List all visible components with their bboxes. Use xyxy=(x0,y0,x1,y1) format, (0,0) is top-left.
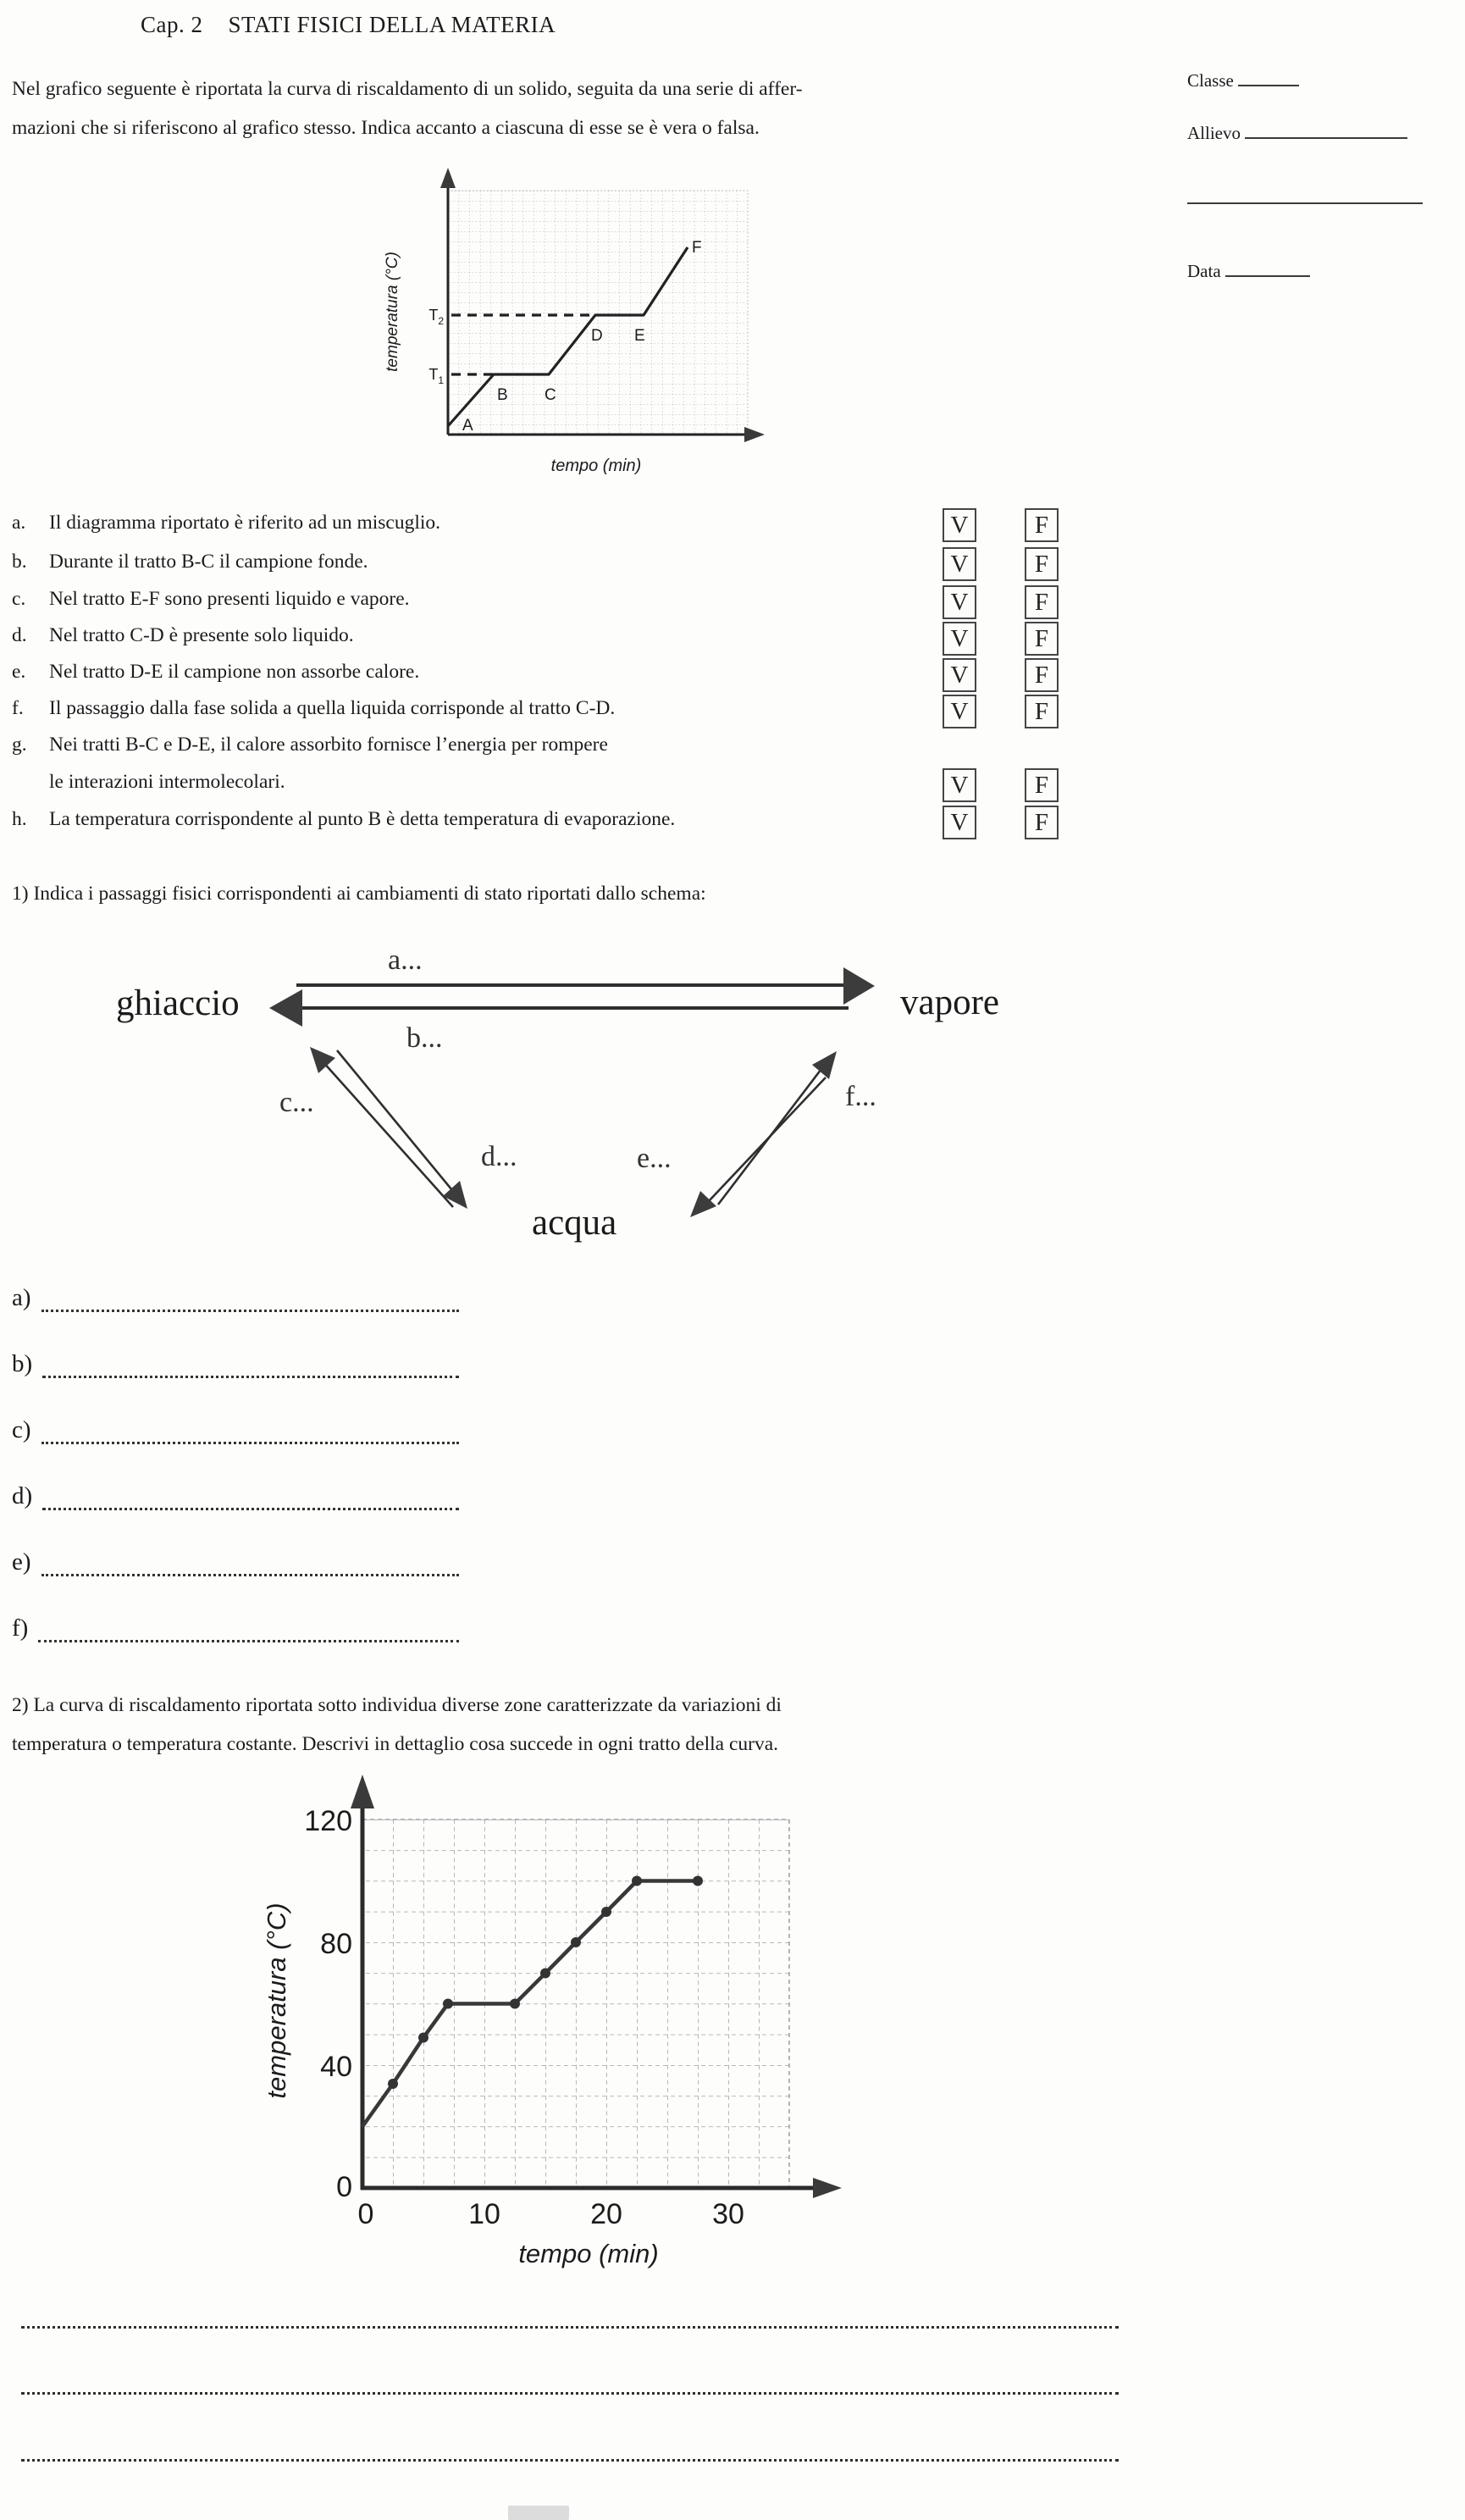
allievo-label: Allievo xyxy=(1187,123,1241,144)
answer-label-d: d) xyxy=(12,1482,33,1509)
statement-e-letter: e. xyxy=(12,661,26,683)
statement-h-text: La temperatura corrispondente al punto B è detta temperatura di evaporazione. xyxy=(49,808,676,830)
free-answer-line-2[interactable] xyxy=(21,2377,1119,2395)
checkbox-h-false[interactable]: F xyxy=(1025,806,1059,839)
answer-row-b xyxy=(12,1350,459,1378)
chart2-xtick-30: 30 xyxy=(712,2198,744,2230)
statement-f-text: Il passaggio dalla fase solida a quella liquida corrisponde al tratto C-D. xyxy=(49,697,616,719)
statement-a-letter: a. xyxy=(12,512,26,534)
chart2-point xyxy=(632,1876,642,1886)
checkbox-b-true[interactable]: V xyxy=(943,547,976,581)
chart1-point-a-label: A xyxy=(462,417,473,435)
chart1-point-c-label: C xyxy=(545,386,556,404)
statement-d-letter: d. xyxy=(12,624,27,646)
answer-label-e: e) xyxy=(12,1548,31,1576)
checkbox-b-false[interactable]: F xyxy=(1025,547,1059,581)
allievo-input-line-2[interactable] xyxy=(1187,188,1423,204)
statement-b xyxy=(12,551,368,573)
statement-h-letter: h. xyxy=(12,808,27,830)
chart1-point-e-label: E xyxy=(634,327,645,345)
arrow-label-f[interactable]: f... xyxy=(845,1081,876,1112)
chart1-t2-label: $T_2$ xyxy=(428,307,444,327)
heating-curve-chart-1 xyxy=(373,165,771,483)
answer-row-c xyxy=(12,1416,459,1444)
intro-line-1: Nel grafico seguente è riportata la curva di riscaldamento di un solido, seguita da una serie di affer- xyxy=(12,78,803,100)
node-acqua: acqua xyxy=(532,1203,617,1243)
classe-field xyxy=(1187,66,1299,91)
answer-line-a[interactable] xyxy=(41,1291,459,1312)
arrow-label-e[interactable]: e... xyxy=(637,1143,672,1174)
checkbox-e-true[interactable]: V xyxy=(943,658,976,692)
arrow-e-down-arrowhead-icon xyxy=(690,1191,716,1217)
statement-g xyxy=(12,734,608,756)
chart2-point xyxy=(571,1937,581,1947)
statement-d xyxy=(12,624,354,647)
arrow-c-up-arrowhead-icon xyxy=(310,1047,335,1073)
statement-d-text: Nel tratto C-D è presente solo liquido. xyxy=(49,624,354,646)
answer-line-c[interactable] xyxy=(41,1423,459,1444)
chart2-point xyxy=(510,1999,520,2009)
arrow-label-d[interactable]: d... xyxy=(481,1141,517,1172)
chart2-ytick-0: 0 xyxy=(336,2171,352,2203)
data-input-line[interactable] xyxy=(1225,257,1310,277)
chart2-ytick-80: 80 xyxy=(320,1928,352,1960)
arrow-d-line xyxy=(337,1050,456,1194)
answer-label-a: a) xyxy=(12,1284,31,1311)
answer-line-e[interactable] xyxy=(41,1555,459,1576)
checkbox-d-false[interactable]: F xyxy=(1025,622,1059,656)
statement-c-letter: c. xyxy=(12,588,26,610)
chart2-ytick-120: 120 xyxy=(304,1805,352,1837)
chapter-title: STATI FISICI DELLA MATERIA xyxy=(228,12,556,37)
allievo-field xyxy=(1187,119,1407,144)
exercise1-prompt: 1) Indica i passaggi fisici corrispondenti ai cambiamenti di stato riportati dallo schema: xyxy=(12,883,706,905)
free-answer-line-1[interactable] xyxy=(21,2311,1119,2329)
data-field xyxy=(1187,257,1310,282)
chart2-point xyxy=(418,2033,428,2043)
arrow-e-line xyxy=(709,1077,826,1201)
statement-g-text-line2: le interazioni intermolecolari. xyxy=(49,771,285,793)
exercise2-line-1: 2) La curva di riscaldamento riportata sotto individua diverse zone caratterizzate da variazioni di xyxy=(12,1694,782,1716)
checkbox-e-false[interactable]: F xyxy=(1025,658,1059,692)
arrow-label-b[interactable]: b... xyxy=(406,1022,443,1054)
arrow-a-right-arrowhead-icon xyxy=(843,967,875,1005)
chart1-point-f-label: F xyxy=(692,239,702,257)
arrow-c-line xyxy=(322,1061,453,1207)
answer-row-d xyxy=(12,1482,459,1510)
chart2-xtick-0: 0 xyxy=(357,2198,374,2230)
classe-label: Classe xyxy=(1187,70,1234,91)
answer-row-f xyxy=(12,1614,459,1642)
intro-line-2: mazioni che si riferiscono al grafico stesso. Indica accanto a ciascuna di esse se è vera o falsa. xyxy=(12,117,760,139)
chart1-t1-label: $T_1$ xyxy=(428,366,444,386)
node-ghiaccio: ghiaccio xyxy=(116,983,240,1023)
checkbox-c-true[interactable]: V xyxy=(943,585,976,619)
chapter-label: Cap. 2 xyxy=(141,12,203,37)
statement-f xyxy=(12,697,615,720)
heating-curve-chart-2 xyxy=(237,1766,855,2287)
chart1-grid xyxy=(448,191,748,435)
chart2-x-axis-title: tempo (min) xyxy=(518,2239,659,2268)
data-label: Data xyxy=(1187,261,1221,282)
answer-line-b[interactable] xyxy=(42,1357,459,1378)
chart2-point xyxy=(443,1999,453,2009)
chart2-xtick-10: 10 xyxy=(468,2198,500,2230)
chart1-x-axis-arrow-icon xyxy=(744,427,765,442)
statement-b-letter: b. xyxy=(12,551,27,573)
arrow-label-a[interactable]: a... xyxy=(388,944,423,976)
answer-label-c: c) xyxy=(12,1416,31,1443)
exercise2-line-2: temperatura o temperatura costante. Descrivi in dettaglio cosa succede in ogni tratto della curva. xyxy=(12,1733,779,1755)
chart2-y-axis-title: temperatura (°C) xyxy=(262,1902,291,2099)
statement-a xyxy=(12,512,440,534)
checkbox-g-true[interactable]: V xyxy=(943,768,976,802)
checkbox-d-true[interactable]: V xyxy=(943,622,976,656)
answer-row-a xyxy=(12,1284,459,1312)
classe-input-line[interactable] xyxy=(1238,66,1299,86)
chart2-point xyxy=(388,2079,398,2089)
statement-c xyxy=(12,588,410,611)
chart2-xtick-20: 20 xyxy=(590,2198,622,2230)
statement-c-text: Nel tratto E-F sono presenti liquido e vapore. xyxy=(49,588,410,610)
arrow-b-left-arrowhead-icon xyxy=(269,989,302,1027)
chart2-ytick-40: 40 xyxy=(320,2051,352,2083)
arrow-label-c[interactable]: c... xyxy=(279,1087,314,1118)
page-footer-smudge xyxy=(508,2506,569,2520)
chart1-x-axis-title: tempo (min) xyxy=(550,457,642,475)
answer-label-b: b) xyxy=(12,1350,33,1377)
statement-g-text: Nei tratti B-C e D-E, il calore assorbito fornisce l’energia per rompere xyxy=(49,734,608,756)
chart2-grid xyxy=(362,1819,789,2188)
checkbox-a-false[interactable]: F xyxy=(1025,508,1059,542)
checkbox-f-false[interactable]: F xyxy=(1025,695,1059,728)
chart1-y-axis-title: temperatura (°C) xyxy=(384,252,401,372)
answer-row-e xyxy=(12,1548,459,1576)
chart2-point xyxy=(601,1907,611,1917)
checkbox-h-true[interactable]: V xyxy=(943,806,976,839)
checkbox-a-true[interactable]: V xyxy=(943,508,976,542)
chart2-point xyxy=(540,1969,550,1979)
statement-a-text: Il diagramma riportato è riferito ad un miscuglio. xyxy=(49,512,441,534)
statement-h xyxy=(12,808,675,831)
chart2-point xyxy=(693,1876,703,1886)
free-answer-line-3[interactable] xyxy=(21,2444,1119,2462)
node-vapore: vapore xyxy=(900,983,999,1022)
answer-line-d[interactable] xyxy=(42,1489,459,1510)
chart1-point-d-label: D xyxy=(591,327,603,345)
answer-line-f[interactable] xyxy=(38,1621,459,1642)
statement-b-text: Durante il tratto B-C il campione fonde. xyxy=(49,551,368,573)
chart2-y-axis-arrow-icon xyxy=(351,1775,374,1808)
state-change-diagram xyxy=(68,932,1059,1254)
page-title xyxy=(141,12,556,38)
statement-e xyxy=(12,661,419,684)
checkbox-c-false[interactable]: F xyxy=(1025,585,1059,619)
statement-g-letter: g. xyxy=(12,734,27,756)
allievo-input-line[interactable] xyxy=(1245,119,1407,139)
chart2-x-axis-arrow-icon xyxy=(813,2178,842,2198)
checkbox-f-true[interactable]: V xyxy=(943,695,976,728)
chart1-y-axis-arrow-icon xyxy=(440,168,456,188)
statement-e-text: Nel tratto D-E il campione non assorbe calore. xyxy=(49,661,420,683)
answer-label-f: f) xyxy=(12,1614,29,1642)
chart1-point-b-label: B xyxy=(497,386,508,404)
checkbox-g-false[interactable]: F xyxy=(1025,768,1059,802)
statement-f-letter: f. xyxy=(12,697,24,719)
